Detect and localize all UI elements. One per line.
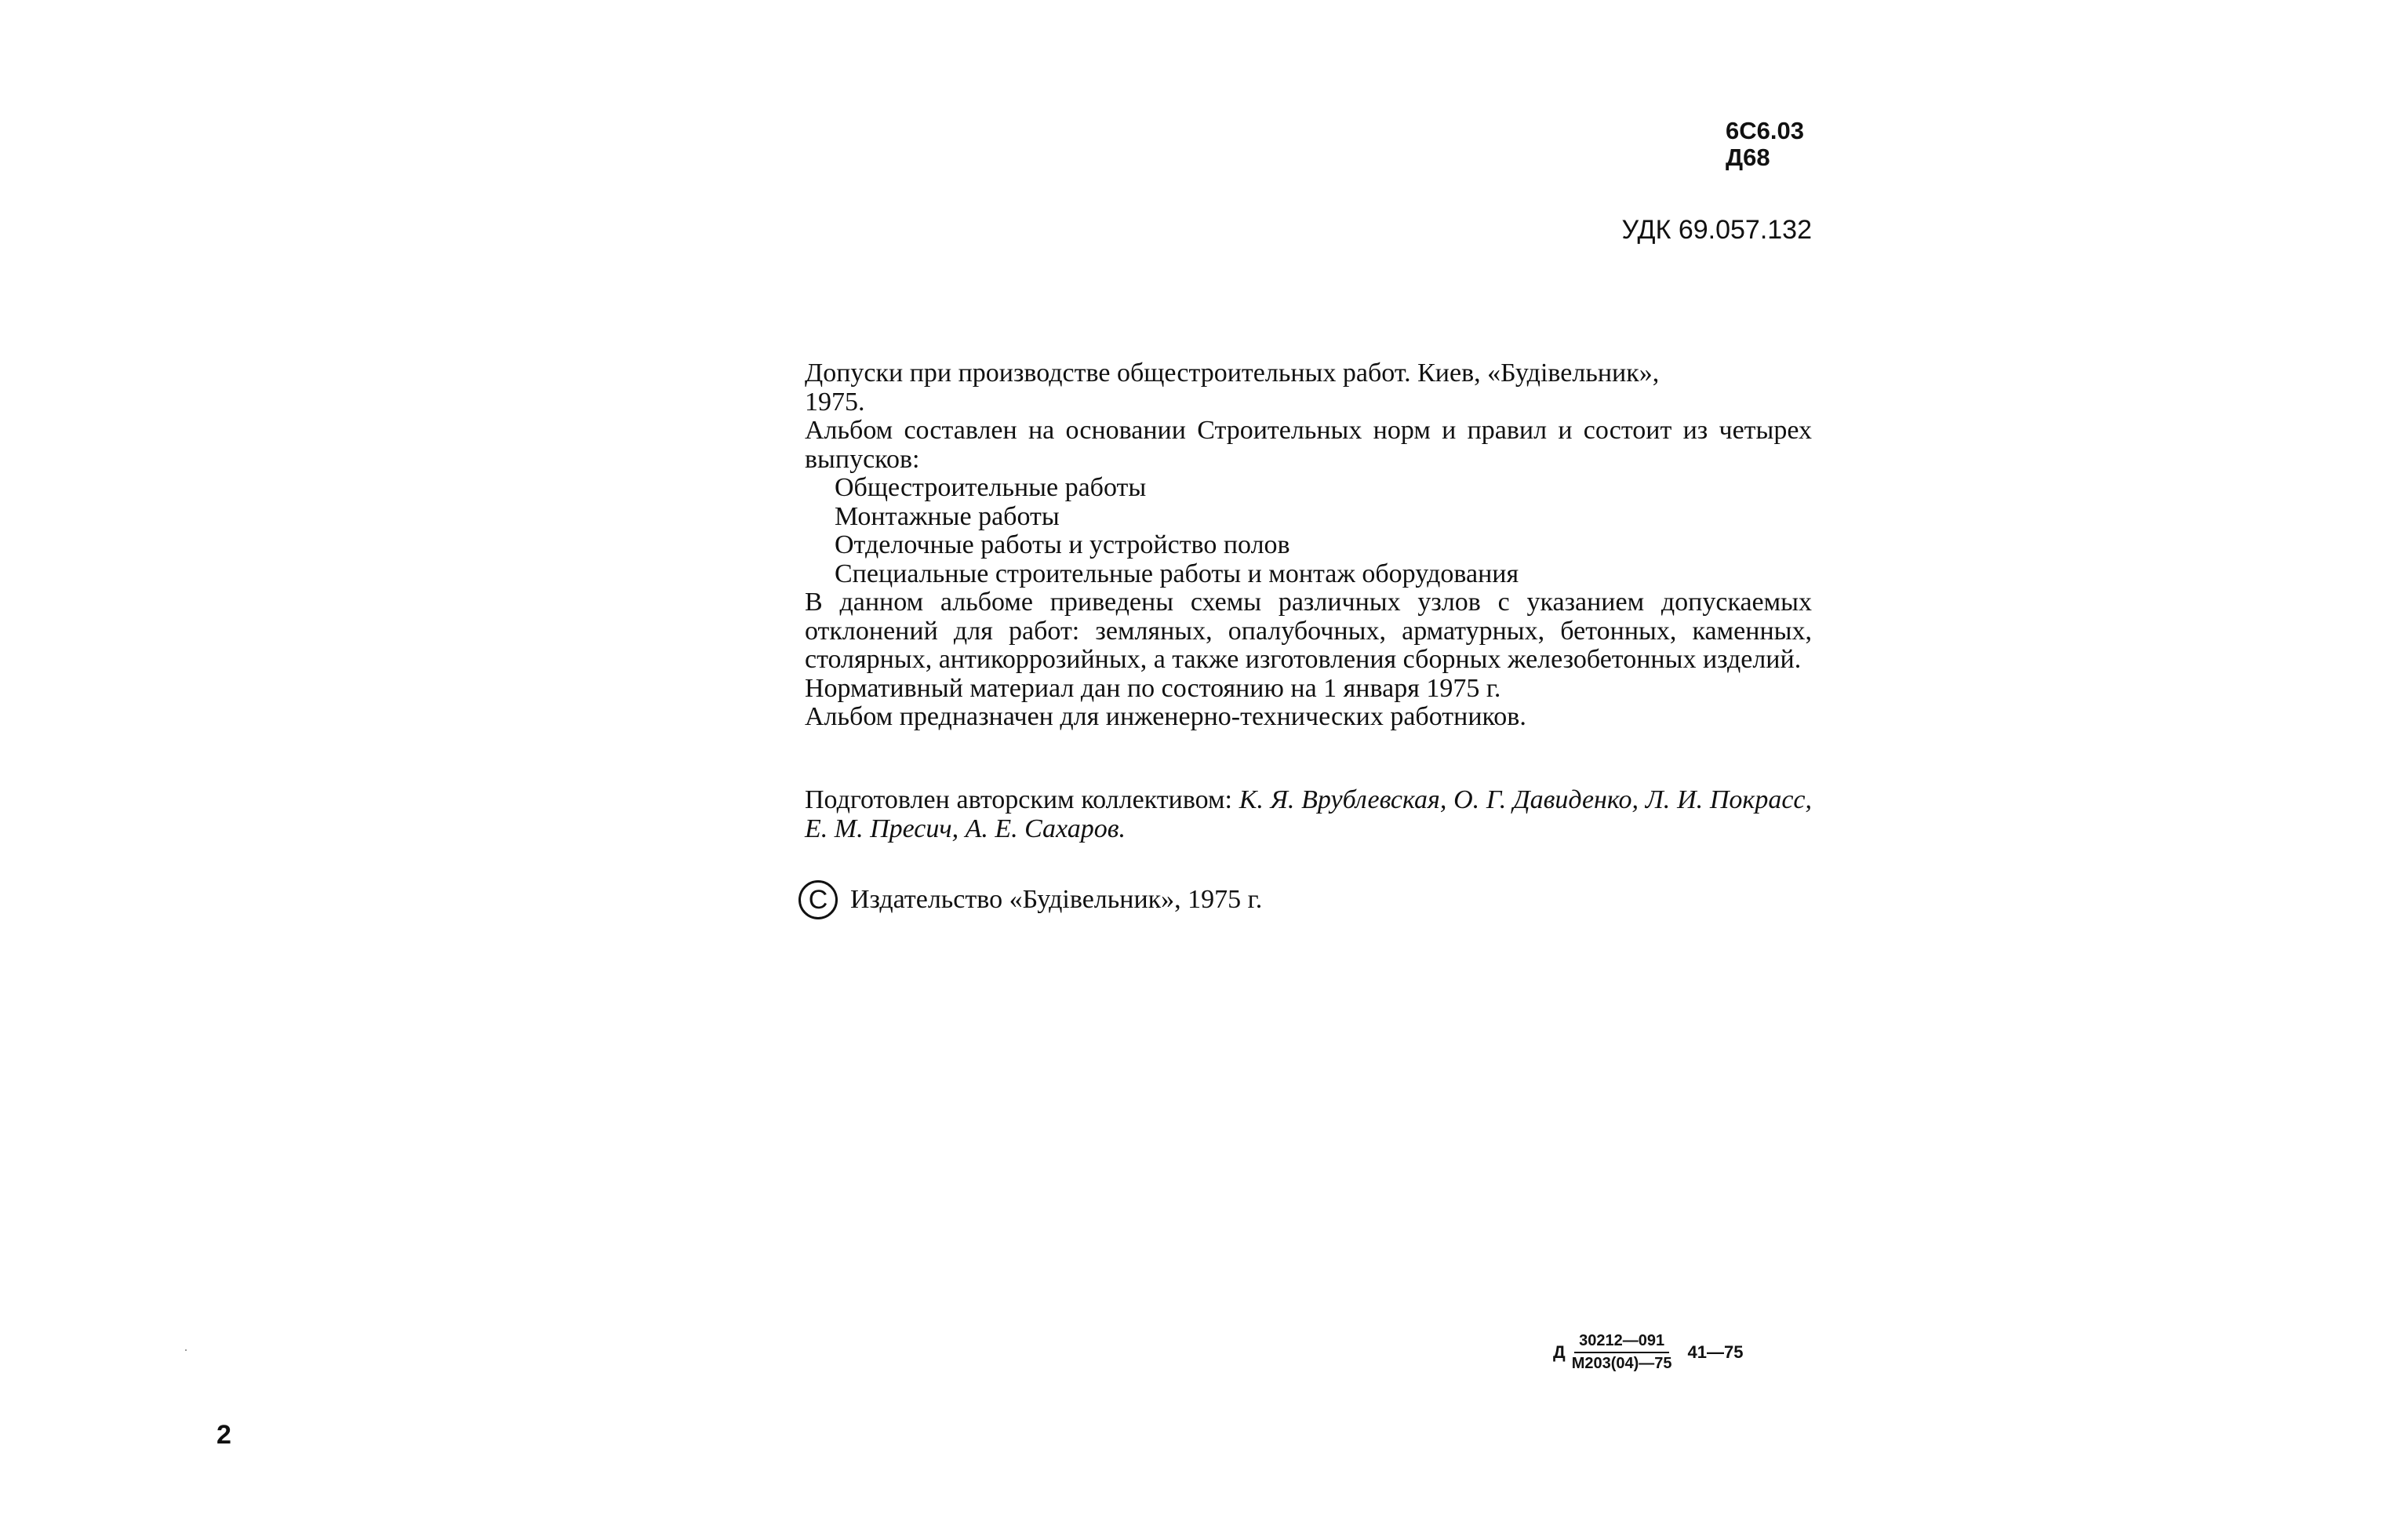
bibliographic-description: [805, 359, 1812, 732]
page-number: 2: [216, 1420, 231, 1450]
udk-label: УДК: [1621, 215, 1671, 245]
issue-item: Специальные строительные работы и монтаж оборудования: [835, 559, 1519, 588]
index-fraction: [1567, 1332, 1677, 1373]
copyright-line: [798, 880, 1262, 919]
index-denominator: М203(04)—75: [1571, 1355, 1672, 1372]
index-suffix: 41—75: [1687, 1342, 1744, 1362]
normative-paragraph: Нормативный материал дан по состоянию на 1 января 1975 г.: [805, 673, 1501, 703]
scan-speck: [185, 1349, 187, 1351]
index-numerator: 30212—091: [1574, 1332, 1669, 1353]
issue-item: Монтажные работы: [835, 501, 1060, 531]
udk-code: [1616, 215, 1812, 245]
publishing-index: [1553, 1332, 1743, 1373]
copyright-icon: C: [798, 880, 838, 919]
classification-codes: [1726, 118, 1804, 171]
copyright-text: Издательство «Будівельник», 1975 г.: [850, 885, 1263, 914]
index-prefix: Д: [1553, 1342, 1566, 1362]
authors-prefix: Подготовлен авторским коллективом:: [805, 785, 1232, 814]
year-line: 1975.: [805, 387, 865, 417]
bbk-code: 6С6.03: [1726, 117, 1804, 144]
intro-paragraph: Альбом составлен на основании Строительных норм и правил и состоит из четырех выпусков:: [805, 416, 1812, 474]
authors-paragraph: [805, 786, 1812, 843]
audience-paragraph: Альбом предназначен для инженерно-технических работников.: [805, 702, 1526, 731]
udk-number: 69.057.132: [1678, 215, 1812, 245]
content-paragraph: В данном альбоме приведены схемы различных узлов с указанием допускаемых отклонений для работ: земляных, опалубочных, арматурных, бетонных, каменных, столярных, антикоррозийных, а также изготовления сборных железобетонных изделий.: [805, 588, 1812, 674]
title-line: Допуски при производстве общестроительных работ. Киев, «Будівельник»,: [805, 359, 1660, 388]
author-mark: Д68: [1726, 144, 1770, 171]
authors-names: К. Я. Врублевская, О. Г. Давиденко, Л. И. Покрасс, Е. М. Пресич, А. Е. Сахаров.: [805, 785, 1813, 843]
issue-item: Отделочные работы и устройство полов: [835, 530, 1290, 559]
issue-item: Общестроительные работы: [835, 473, 1147, 502]
